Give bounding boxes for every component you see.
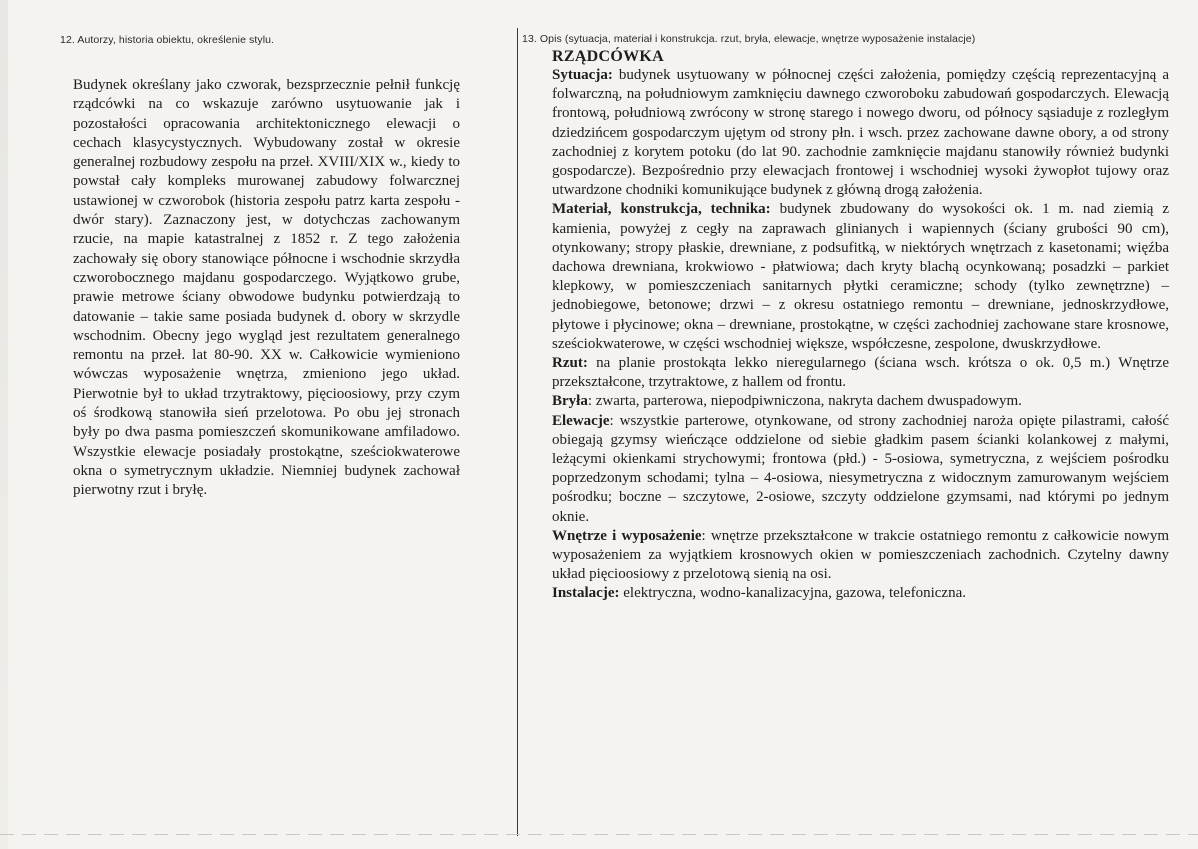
installations-text: elektryczna, wodno-kanalizacyjna, gazowa, telefoniczna.: [619, 585, 966, 602]
bottom-fold-line: [0, 834, 1198, 835]
plan-paragraph: [552, 354, 1169, 392]
elevations-label: Elewacje: [552, 412, 610, 429]
elevations-paragraph: [552, 412, 1169, 527]
column-divider: [517, 28, 518, 836]
installations-label: Instalacje:: [552, 585, 620, 602]
material-paragraph: [552, 200, 1169, 354]
situation-paragraph: [552, 66, 1169, 200]
installations-paragraph: [552, 584, 1169, 603]
building-title: RZĄDCÓWKA: [552, 48, 665, 65]
history-text: Budynek określany jako czworak, bezsprzecznie pełnił funkcję rządcówki na co wskazuje zarówno usytuowanie jak i pozostałości opracowania architektonicznego elewacji o cechach klasycystycznych. Wybudowany został w okresie generalnej rozbudowy zespołu na przeł. XVIII/XIX w., kiedy to powstał cały kompleks murowanej zabudowy folwarcznej ustawionej w czworobok (historia zespołu patrz karta zespołu - dwór stary). Zaznaczony jest, w dotychczas zachowanym rzucie, na mapie katastralnej z 1852 r. Z tego założenia zachowały się obory stanowiące północne i wschodnie skrzydła czworobocznego majdanu gospodarczego. Wyjątkowo grube, prawie metrowe ściany obwodowe budynku potwierdzają to datowanie – takie same posiada budynek d. obory w skrzydle wschodnim. Obecny jego wygląd jest rezultatem generalnego remontu na przeł. lat 80-90. XX w. Całkowicie wymieniono wówczas wyposażenie wnętrza, zmieniono jego układ. Pierwotnie był to układ trzytraktowy, pięcioosiowy, przy czym oś środkową stanowiła sień przelotowa. Po obu jej stronach były po dwa pasma pomieszczeń skomunikowane amfiladowo. Wszystkie elewacje posiadały prostokątne, sześciokwaterowe okna o symetrycznym układzie. Niemniej budynek zachował pierwotny rzut i bryłę.: [73, 77, 460, 499]
form-text: : zwarta, parterowa, niepodpiwniczona, nakryta dachem dwuspadowym.: [587, 393, 1022, 410]
material-text: budynek zbudowany do wysokości ok. 1 m. nad ziemią z kamienia, powyżej z cegły na zaprawach glinianych i wapiennych (ściany grubości 90 cm), otynkowany; stropy płaskie, drewniane, z podsufitką, w niektórych wnętrzach z kasetonami; więźba dachowa drewniana, krokwiowo - płatwiowa; dach kryty blachą ocynkowaną; posadzki – parkiet klepkowy, w pomieszczeniach sanitarnych płytki ceramiczne; schody (tylko zewnętrzne) – jednobiegowe, betonowe; drzwi – z okresu ostatniego remontu – drewniane, jednoskrzydłowe, płytowe i płycinowe; okna – drewniane, prostokątne, w części zachodniej zachowane stare krosnowe, sześciokwaterowe, w części wschodniej większe, współczesne, zespolone, dwuskrzydłowe.: [552, 201, 1169, 352]
section-13-heading: 13. Opis (sytuacja, materiał i konstrukcja. rzut, bryła, elewacje, wnętrze wyposażenie instalacje): [522, 33, 976, 45]
form-label: Bryła: [552, 393, 588, 410]
section-12-heading: 12. Autorzy, historia obiektu, określenie stylu.: [60, 34, 275, 46]
form-paragraph: [552, 392, 1169, 411]
interior-text: : wnętrze przekształcone w trakcie ostatniego remontu z całkowicie nowym wyposażeniem za wyjątkiem krosnowych okien w pomieszczeniach zachodnich. Czytelny dawny układ pięcioosiowy z przelotową sienią na osi.: [552, 527, 1170, 583]
material-label: Materiał, konstrukcja, technika:: [552, 201, 771, 218]
plan-text: na planie prostokąta lekko nieregularnego (ściana wsch. krótsza o ok. 0,5 m.) Wnętrze przekształcone, trzytraktowe, z hallem od frontu.: [552, 355, 1169, 391]
scan-edge: [0, 0, 8, 849]
interior-label: Wnętrze i wyposażenie: [552, 527, 702, 544]
situation-label: Sytuacja:: [552, 67, 613, 83]
right-column: [522, 33, 1170, 604]
plan-label: Rzut:: [552, 355, 588, 372]
interior-paragraph: [552, 527, 1169, 585]
left-column: [60, 34, 460, 501]
description-body: [552, 66, 1169, 604]
elevations-text: : wszystkie parterowe, otynkowane, od strony zachodniej naroża opięte pilastrami, całość obiegają gzymsy wieńczące oddzielone od siebie gładkim pasem ścianki kolankowej z małymi, leżącymi okienkami strychowymi; frontowa (płd.) - 5-osiowa, symetryczna, z wejściem pośrodku poprzedzonym schodami; tylna – 4-osiowa, niesymetryczna z widocznym zamurowanym wejściem pośrodku; boczne – szczytowe, 2-osiowe, szczyty oddzielone gzymsami, nad którymi po jednym oknie.: [552, 412, 1169, 525]
situation-text: budynek usytuowany w północnej części założenia, pomiędzy częścią reprezentacyjną a folwarczną, na południowym zamknięciu dawnego czworoboku zabudowań gospodarczych. Elewacją frontową, południową zwrócony w stronę starego i nowego dworu, od północy sąsiaduje z rozległym dziedzińcem gospodarczym ujętym od strony płn. i wsch. przez zachowane dawne obory, a od strony zachodniej z korytem potoku (do lat 90. zachodnie zamknięcie majdanu stanowiły również budynki gospodarcze). Bezpośrednio przy elewacjach frontowej i wschodniej wysoki żywopłot tujowy oraz utwardzone chodniki komunikujące budynek z główną drogą założenia.: [552, 67, 1169, 199]
